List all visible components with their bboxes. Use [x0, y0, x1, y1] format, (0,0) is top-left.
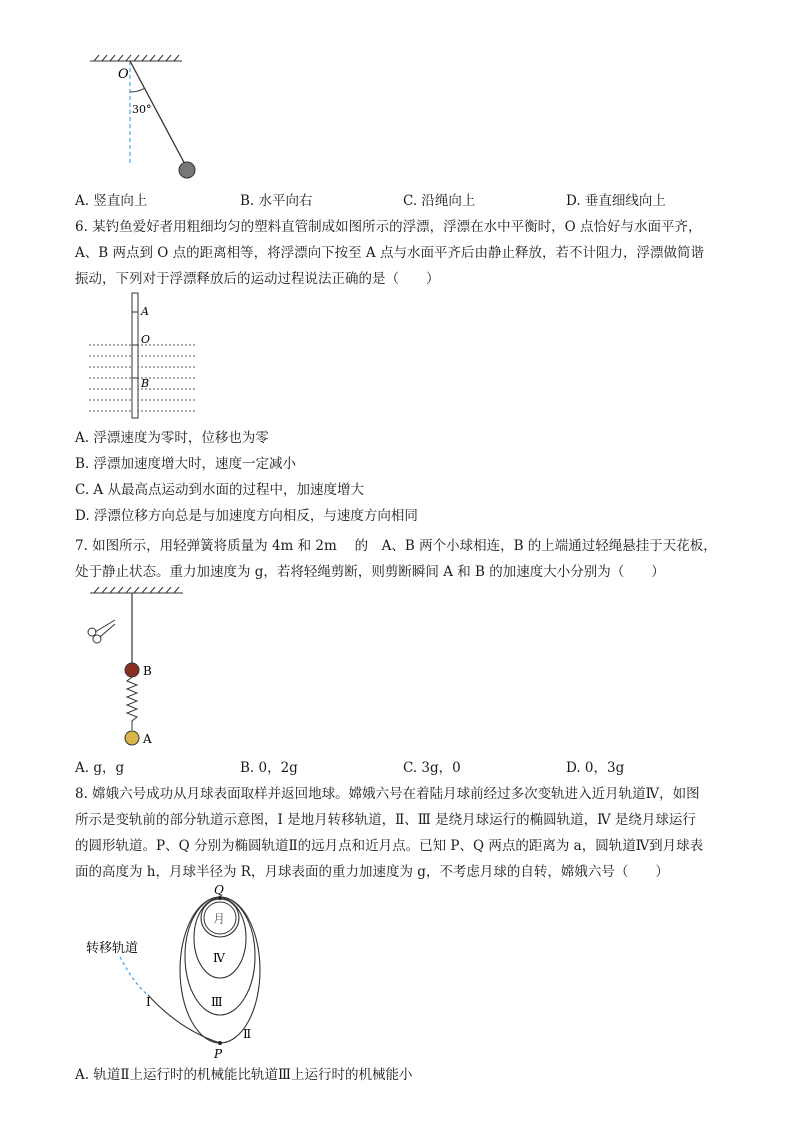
q5-option-d[interactable]: D. 垂直细线向上	[566, 193, 666, 209]
q8-stem-line-3: 的圆形轨道。P、Q 分别为椭圆轨道Ⅱ的远月点和近月点。已知 P、Q 两点的距离为 a，圆轨道Ⅳ到月球表	[75, 838, 704, 854]
point-p-label: P	[214, 1047, 223, 1060]
q5-option-b[interactable]: B. 水平向右	[240, 193, 313, 209]
ceiling-hatch	[90, 587, 183, 593]
q5-option-a[interactable]: A. 竖直向上	[75, 193, 148, 209]
angle-label: 30°	[132, 103, 152, 116]
q7-option-b[interactable]: B. 0，2g	[240, 760, 298, 776]
q6-option-d[interactable]: D. 浮漂位移方向总是与加速度方向相反，与速度方向相同	[75, 508, 418, 524]
q6-stem-line-1: 6. 某钓鱼爱好者用粗细均匀的塑料直管制成如图所示的浮漂，浮漂在水中平衡时，O 点恰好与水面平齐，	[75, 219, 702, 235]
point-b-label: B	[141, 377, 150, 390]
q5-option-c[interactable]: C. 沿绳向上	[403, 193, 476, 209]
ball-b	[125, 663, 139, 677]
ball-a-label: A	[143, 732, 152, 746]
q7-stem-line-1: 7. 如图所示，用轻弹簧将质量为 4m 和 2m 的 A、B 两个小球相连，B 的上端通过轻绳悬挂于天花板，	[75, 538, 717, 554]
ceiling-hatch	[90, 55, 182, 61]
moon-label: 月	[213, 912, 226, 926]
q8-option-a[interactable]: A. 轨道Ⅱ上运行时的机械能比轨道Ⅲ上运行时的机械能小	[75, 1067, 413, 1083]
transfer-orbit-dashed	[120, 957, 148, 995]
point-p-dot	[218, 1041, 222, 1045]
point-a-label: A	[141, 305, 149, 318]
transfer-orbit-label: 转移轨道	[86, 941, 139, 956]
q8-stem-line-2: 所示是变轨前的部分轨道示意图，Ⅰ 是地月转移轨道，Ⅱ、Ⅲ 是绕月球运行的椭圆轨道，Ⅳ 是绕月球运行	[75, 812, 696, 828]
q6-stem-line-2: A、B 两点到 O 点的距离相等，将浮漂向下按至 A 点与水面平齐后由静止释放，若不计阻力，浮漂做简谐	[75, 245, 704, 261]
point-o-label: O	[118, 67, 129, 82]
q8-stem-line-1: 8. 嫦娥六号成功从月球表面取样并返回地球。嫦娥六号在着陆月球前经过多次变轨进入近月轨道Ⅳ，如图	[75, 786, 700, 802]
orbit-iv-label: Ⅳ	[213, 951, 225, 965]
q7-stem-line-2: 处于静止状态。重力加速度为 g，若将轻绳剪断，则剪断瞬间 A 和 B 的加速度大小分别为（ ）	[75, 564, 665, 580]
orbit-figure	[80, 880, 300, 1060]
spring-balls-figure	[85, 582, 205, 750]
point-q-label: Q	[214, 883, 224, 897]
q6-option-a[interactable]: A. 浮漂速度为零时，位移也为零	[75, 430, 269, 446]
q7-option-d[interactable]: D. 0，3g	[566, 760, 625, 776]
orbit-ii-label: Ⅱ	[243, 1027, 252, 1041]
ball-b-label: B	[143, 664, 152, 678]
angle-arc	[130, 88, 145, 92]
orbit-iv	[194, 898, 246, 978]
orbit-iii-label: Ⅲ	[211, 995, 223, 1009]
float-figure	[85, 290, 205, 420]
q7-option-c[interactable]: C. 3g，0	[403, 760, 461, 776]
q6-stem-line-3: 振动，下列对于浮漂释放后的运动过程说法正确的是（ ）	[75, 271, 440, 287]
ball-a	[125, 731, 139, 745]
point-o-label: O	[141, 333, 151, 346]
q8-stem-line-4: 面的高度为 h，月球半径为 R，月球表面的重力加速度为 g，不考虑月球的自转，嫦娥六号（ ）	[75, 864, 669, 880]
q7-option-a[interactable]: A. g，g	[75, 760, 125, 776]
pendulum-figure	[85, 52, 215, 182]
q6-option-b[interactable]: B. 浮漂加速度增大时，速度一定减小	[75, 456, 297, 472]
orbit-i-label: Ⅰ	[146, 995, 151, 1009]
q6-option-c[interactable]: C. A 从最高点运动到水面的过程中，加速度增大	[75, 482, 364, 498]
spring	[127, 677, 137, 730]
pendulum-ball	[179, 162, 195, 178]
scissors-icon	[88, 620, 115, 643]
